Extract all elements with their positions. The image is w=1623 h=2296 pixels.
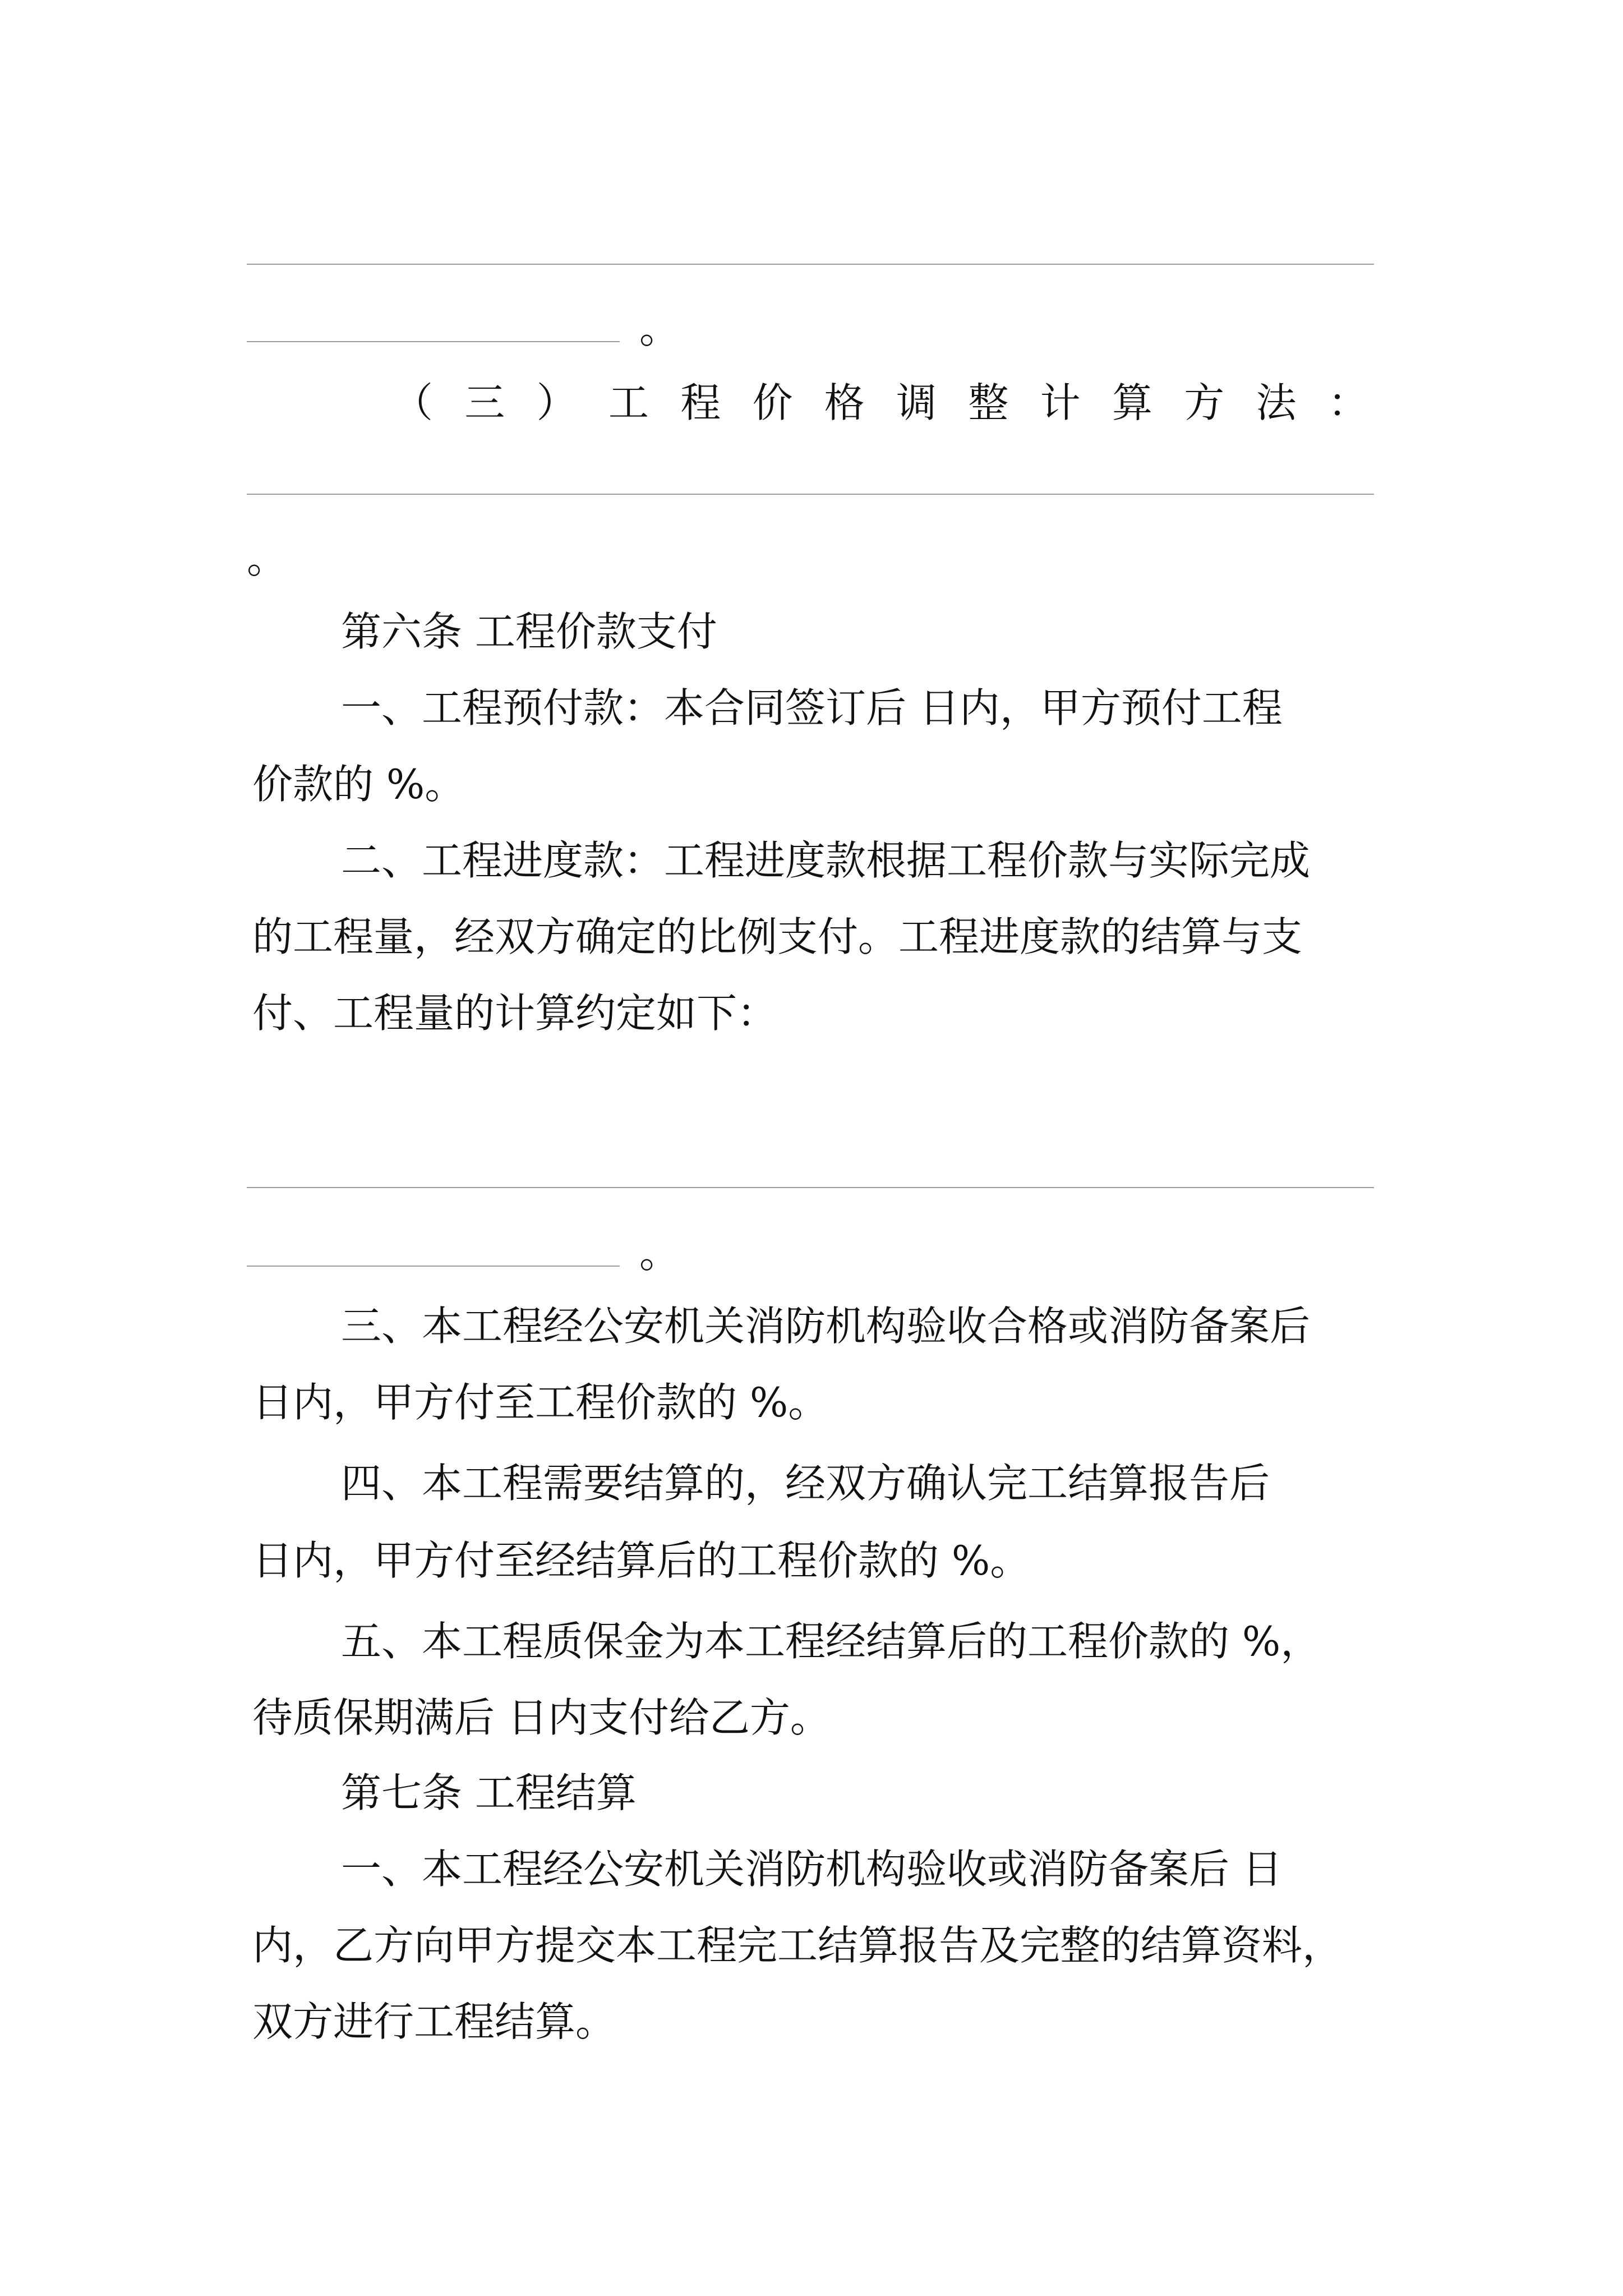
paragraph-line: 的工程量，经双方确定的比例支付。工程进度款的结算与支 <box>252 913 1303 960</box>
heading-char: 算 <box>1112 379 1152 426</box>
heading-char: 调 <box>896 379 937 426</box>
paragraph-line: 内，乙方向甲方提交本工程完工结算报告及完整的结算资料， <box>252 1922 1343 1969</box>
article-6-title: 第六条 工程价款支付 <box>341 608 717 655</box>
blank-fill-line <box>247 264 1374 265</box>
paragraph-line: 五、本工程质保金为本工程经结算后的工程价款的 %， <box>341 1618 1321 1665</box>
paragraph-line: 一、本工程经公安机关消防机构验收或消防备案后 日 <box>341 1846 1283 1893</box>
heading-char: 价 <box>752 379 793 426</box>
paragraph-line: 付、工程量的计算约定如下： <box>252 990 778 1037</box>
heading-char: 格 <box>824 379 865 426</box>
paragraph-line: 四、本工程需要结算的，经双方确认完工结算报告后 <box>341 1460 1270 1507</box>
heading-char: 程 <box>680 379 721 426</box>
section-heading-price-adjustment <box>393 375 1368 431</box>
heading-char: 计 <box>1040 379 1081 426</box>
paragraph-line: 价款的 %。 <box>252 761 465 808</box>
heading-char: 法 <box>1256 379 1297 426</box>
paragraph-line: 二、工程进度款：工程进度款根据工程价款与实际完成 <box>341 837 1311 884</box>
heading-char: 工 <box>608 379 649 426</box>
paragraph-line: 双方进行工程结算。 <box>252 1998 616 2045</box>
paragraph-line: 待质保期满后 日内支付给乙方。 <box>252 1694 831 1741</box>
paragraph-line: 三、本工程经公安机关消防机构验收合格或消防备案后 <box>341 1303 1311 1350</box>
paragraph-line: 日内，甲方付至经结算后的工程价款的 %。 <box>252 1537 1031 1584</box>
article-7-title: 第七条 工程结算 <box>341 1769 637 1816</box>
blank-fill-line-short <box>247 341 620 342</box>
blank-end-mark: 。 <box>639 305 680 352</box>
blank-fill-line <box>247 1187 1374 1188</box>
paragraph-line: 一、工程预付款：本合同签订后 日内，甲方预付工程 <box>341 684 1283 731</box>
heading-char: ） <box>536 379 577 426</box>
blank-end-mark: 。 <box>639 1230 680 1277</box>
heading-char: （ <box>393 379 434 426</box>
blank-end-mark: 。 <box>247 535 288 582</box>
blank-fill-line-short <box>247 1266 620 1267</box>
heading-char: 整 <box>968 379 1009 426</box>
heading-char: 方 <box>1184 379 1225 426</box>
heading-char: 三 <box>464 379 505 426</box>
paragraph-line: 日内，甲方付至工程价款的 %。 <box>252 1379 829 1426</box>
blank-fill-line <box>247 494 1374 495</box>
heading-char: ： <box>1327 379 1368 426</box>
